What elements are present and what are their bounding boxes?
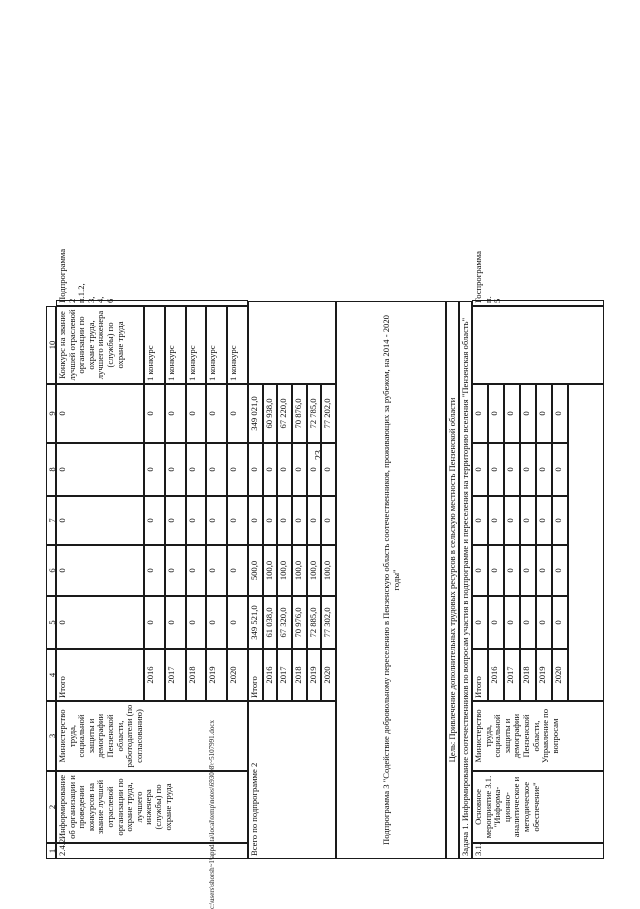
amount-cell: 0 bbox=[552, 596, 568, 649]
amount-cell: 0 bbox=[186, 443, 207, 496]
indicator-cell-empty bbox=[248, 301, 336, 384]
amount-cell: 0 bbox=[472, 596, 488, 649]
page-number: 23 bbox=[314, 450, 325, 460]
amount-cell: 0 bbox=[504, 384, 520, 443]
column-number-header: 3 bbox=[46, 701, 56, 771]
amount-cell: 349 521,0 bbox=[248, 596, 263, 649]
amount-cell: 0 bbox=[56, 443, 144, 496]
amount-cell: 0 bbox=[292, 496, 307, 545]
amount-cell: 0 bbox=[488, 596, 504, 649]
year-cell: 2016 bbox=[263, 649, 278, 701]
column-number-header: 10 bbox=[46, 306, 56, 384]
amount-cell: 0 bbox=[488, 443, 504, 496]
year-cell: 2018 bbox=[186, 649, 207, 701]
amount-cell: 100,0 bbox=[321, 545, 336, 596]
amount-cell: 0 bbox=[144, 384, 165, 443]
column-number-header: 8 bbox=[46, 443, 56, 496]
amount-cell: 60 938,0 bbox=[263, 384, 278, 443]
year-cell: 2019 bbox=[206, 649, 227, 701]
activity-name-cell: Информирование об организации и проведении конкурсов на звание лучшей отраслевой организации по охране труда, лучшего инженера (службы) по охране труда bbox=[56, 771, 248, 843]
amount-cell: 0 bbox=[206, 596, 227, 649]
amount-cell: 77 202,0 bbox=[321, 384, 336, 443]
indicator-cell: 1 конкурс bbox=[165, 306, 186, 384]
rotated-table bbox=[46, 11, 604, 859]
amount-cell: 0 bbox=[165, 496, 186, 545]
executor-cell: Министерство труда, социальной защиты и демографии Пензенской области, работодатели (по согласованию) bbox=[56, 701, 248, 771]
task-cell: Задача 1. Информирование соотечественников по вопросам участия в подпрограмме и переселения на территорию вселения "Пензенская область" bbox=[459, 301, 472, 859]
footer-file-path: c:\users\shorsh~1\appdata\local\temp\notes\6930e8\~5107991.docx bbox=[208, 720, 216, 909]
amount-cell: 0 bbox=[504, 596, 520, 649]
amount-cell: 70 976,0 bbox=[292, 596, 307, 649]
amount-cell: 0 bbox=[186, 384, 207, 443]
column-number-header: 6 bbox=[46, 545, 56, 596]
amount-cell: 0 bbox=[56, 496, 144, 545]
amount-cell: 70 876,0 bbox=[292, 384, 307, 443]
amount-cell: 0 bbox=[227, 384, 248, 443]
amount-cell: 0 bbox=[321, 496, 336, 545]
amount-cell: 0 bbox=[520, 443, 536, 496]
amount-cell: 0 bbox=[206, 545, 227, 596]
column-number-header: 1 bbox=[46, 843, 56, 859]
amount-cell: 0 bbox=[165, 545, 186, 596]
amount-cell: 0 bbox=[56, 384, 144, 443]
year-cell: 2017 bbox=[504, 649, 520, 701]
amount-cell: 0 bbox=[144, 596, 165, 649]
row-number-cell: 2.4.2. bbox=[56, 843, 248, 859]
amount-cell: 0 bbox=[186, 596, 207, 649]
executor-cell: Министерство труда, социальной защиты и демографии Пензенской области, Управление по вопросам bbox=[472, 701, 604, 771]
table-continuation-cell bbox=[568, 384, 604, 701]
amount-cell: 72 885,0 bbox=[307, 596, 322, 649]
amount-cell: 0 bbox=[552, 443, 568, 496]
year-cell: 2019 bbox=[536, 649, 552, 701]
indicator-cell bbox=[472, 306, 604, 384]
year-cell: 2016 bbox=[144, 649, 165, 701]
amount-cell: 0 bbox=[227, 496, 248, 545]
amount-cell: 0 bbox=[488, 496, 504, 545]
amount-cell: 349 021,0 bbox=[248, 384, 263, 443]
amount-cell: 0 bbox=[552, 545, 568, 596]
amount-cell: 0 bbox=[472, 545, 488, 596]
amount-cell: 0 bbox=[321, 443, 336, 496]
amount-cell: 0 bbox=[536, 545, 552, 596]
amount-cell: 0 bbox=[227, 596, 248, 649]
amount-cell: 0 bbox=[263, 496, 278, 545]
amount-cell: 0 bbox=[165, 384, 186, 443]
amount-cell: 0 bbox=[488, 545, 504, 596]
amount-cell: 0 bbox=[206, 384, 227, 443]
column-number-header: 5 bbox=[46, 596, 56, 649]
amount-cell: 0 bbox=[504, 545, 520, 596]
amount-cell: 500,0 bbox=[248, 545, 263, 596]
amount-cell: 0 bbox=[144, 443, 165, 496]
year-cell: 2018 bbox=[292, 649, 307, 701]
amount-cell: 0 bbox=[520, 496, 536, 545]
year-cell: 2020 bbox=[227, 649, 248, 701]
amount-cell: 0 bbox=[227, 443, 248, 496]
year-cell: 2020 bbox=[552, 649, 568, 701]
amount-cell: 67 220,0 bbox=[277, 384, 292, 443]
amount-cell: 0 bbox=[552, 384, 568, 443]
amount-cell: 0 bbox=[56, 545, 144, 596]
amount-cell: 0 bbox=[144, 545, 165, 596]
amount-cell: 0 bbox=[56, 596, 144, 649]
amount-cell: 100,0 bbox=[263, 545, 278, 596]
amount-cell: 100,0 bbox=[277, 545, 292, 596]
row-number-cell: 3.1. bbox=[472, 843, 604, 859]
amount-cell: 0 bbox=[206, 496, 227, 545]
amount-cell: 0 bbox=[144, 496, 165, 545]
amount-cell: 0 bbox=[277, 443, 292, 496]
amount-cell: 0 bbox=[307, 443, 322, 496]
indicator-cell: Конкурс на звание лучшей отраслевой организации по охране труда, лучшего инженера (службы) по охране труда bbox=[56, 306, 144, 384]
year-label-cell: Итого bbox=[56, 649, 144, 701]
year-cell: 2017 bbox=[277, 649, 292, 701]
amount-cell: 0 bbox=[165, 596, 186, 649]
column-number-header: 4 bbox=[46, 649, 56, 701]
amount-cell: 0 bbox=[536, 496, 552, 545]
amount-cell: 0 bbox=[520, 384, 536, 443]
amount-cell: 0 bbox=[263, 443, 278, 496]
activity-name-cell: Основное мероприятие 3.1. "Информационно-аналитическое и методическое обеспечение" bbox=[472, 771, 604, 843]
year-cell: 2020 bbox=[321, 649, 336, 701]
column-number-header: 2 bbox=[46, 771, 56, 843]
amount-cell: 0 bbox=[552, 496, 568, 545]
amount-cell: 0 bbox=[536, 443, 552, 496]
amount-cell: 0 bbox=[248, 496, 263, 545]
amount-cell: 0 bbox=[488, 384, 504, 443]
amount-cell: 0 bbox=[536, 384, 552, 443]
amount-cell: 0 bbox=[186, 545, 207, 596]
amount-cell: 0 bbox=[165, 443, 186, 496]
reference-cell: Подпрограмма 2 п.1.2, 3, 4, 6 bbox=[56, 300, 248, 306]
year-cell: 2017 bbox=[165, 649, 186, 701]
indicator-cell: 1 конкурс bbox=[227, 306, 248, 384]
amount-cell: 0 bbox=[186, 496, 207, 545]
indicator-cell: 1 конкурс bbox=[206, 306, 227, 384]
amount-cell: 72 785,0 bbox=[307, 384, 322, 443]
amount-cell: 0 bbox=[536, 596, 552, 649]
amount-cell: 0 bbox=[504, 443, 520, 496]
amount-cell: 100,0 bbox=[292, 545, 307, 596]
reference-cell: Госпрограмма п. 5 bbox=[472, 300, 604, 306]
amount-cell: 67 320,0 bbox=[277, 596, 292, 649]
year-label-cell: Итого bbox=[248, 649, 263, 701]
amount-cell: 0 bbox=[472, 496, 488, 545]
amount-cell: 77 302,0 bbox=[321, 596, 336, 649]
amount-cell: 0 bbox=[227, 545, 248, 596]
amount-cell: 0 bbox=[504, 496, 520, 545]
amount-cell: 0 bbox=[520, 596, 536, 649]
indicator-cell: 1 конкурс bbox=[144, 306, 165, 384]
amount-cell: 61 038,0 bbox=[263, 596, 278, 649]
amount-cell: 0 bbox=[292, 443, 307, 496]
year-cell: 2018 bbox=[520, 649, 536, 701]
amount-cell: 0 bbox=[472, 384, 488, 443]
column-number-header: 9 bbox=[46, 384, 56, 443]
year-cell: 2019 bbox=[307, 649, 322, 701]
amount-cell: 100,0 bbox=[307, 545, 322, 596]
amount-cell: 0 bbox=[307, 496, 322, 545]
year-cell: 2016 bbox=[488, 649, 504, 701]
amount-cell: 0 bbox=[520, 545, 536, 596]
amount-cell: 0 bbox=[472, 443, 488, 496]
amount-cell: 0 bbox=[248, 443, 263, 496]
year-label-cell: Итого bbox=[472, 649, 488, 701]
amount-cell: 0 bbox=[277, 496, 292, 545]
goal-cell: Цель: Привлечение дополнительных трудовых ресурсов в сельскую местность Пензенской области bbox=[446, 301, 459, 859]
subprogram-title-cell: Подпрограмма 3 "Содействие добровольному переселению в Пензенскую область соотечественников, проживающих за рубежом, на 2014 - 2020 годы" bbox=[336, 301, 446, 859]
subtotal-label-cell: Всего по подпрограмме 2 bbox=[248, 701, 336, 859]
amount-cell: 0 bbox=[206, 443, 227, 496]
column-number-header: 7 bbox=[46, 496, 56, 545]
indicator-cell: 1 конкурс bbox=[186, 306, 207, 384]
